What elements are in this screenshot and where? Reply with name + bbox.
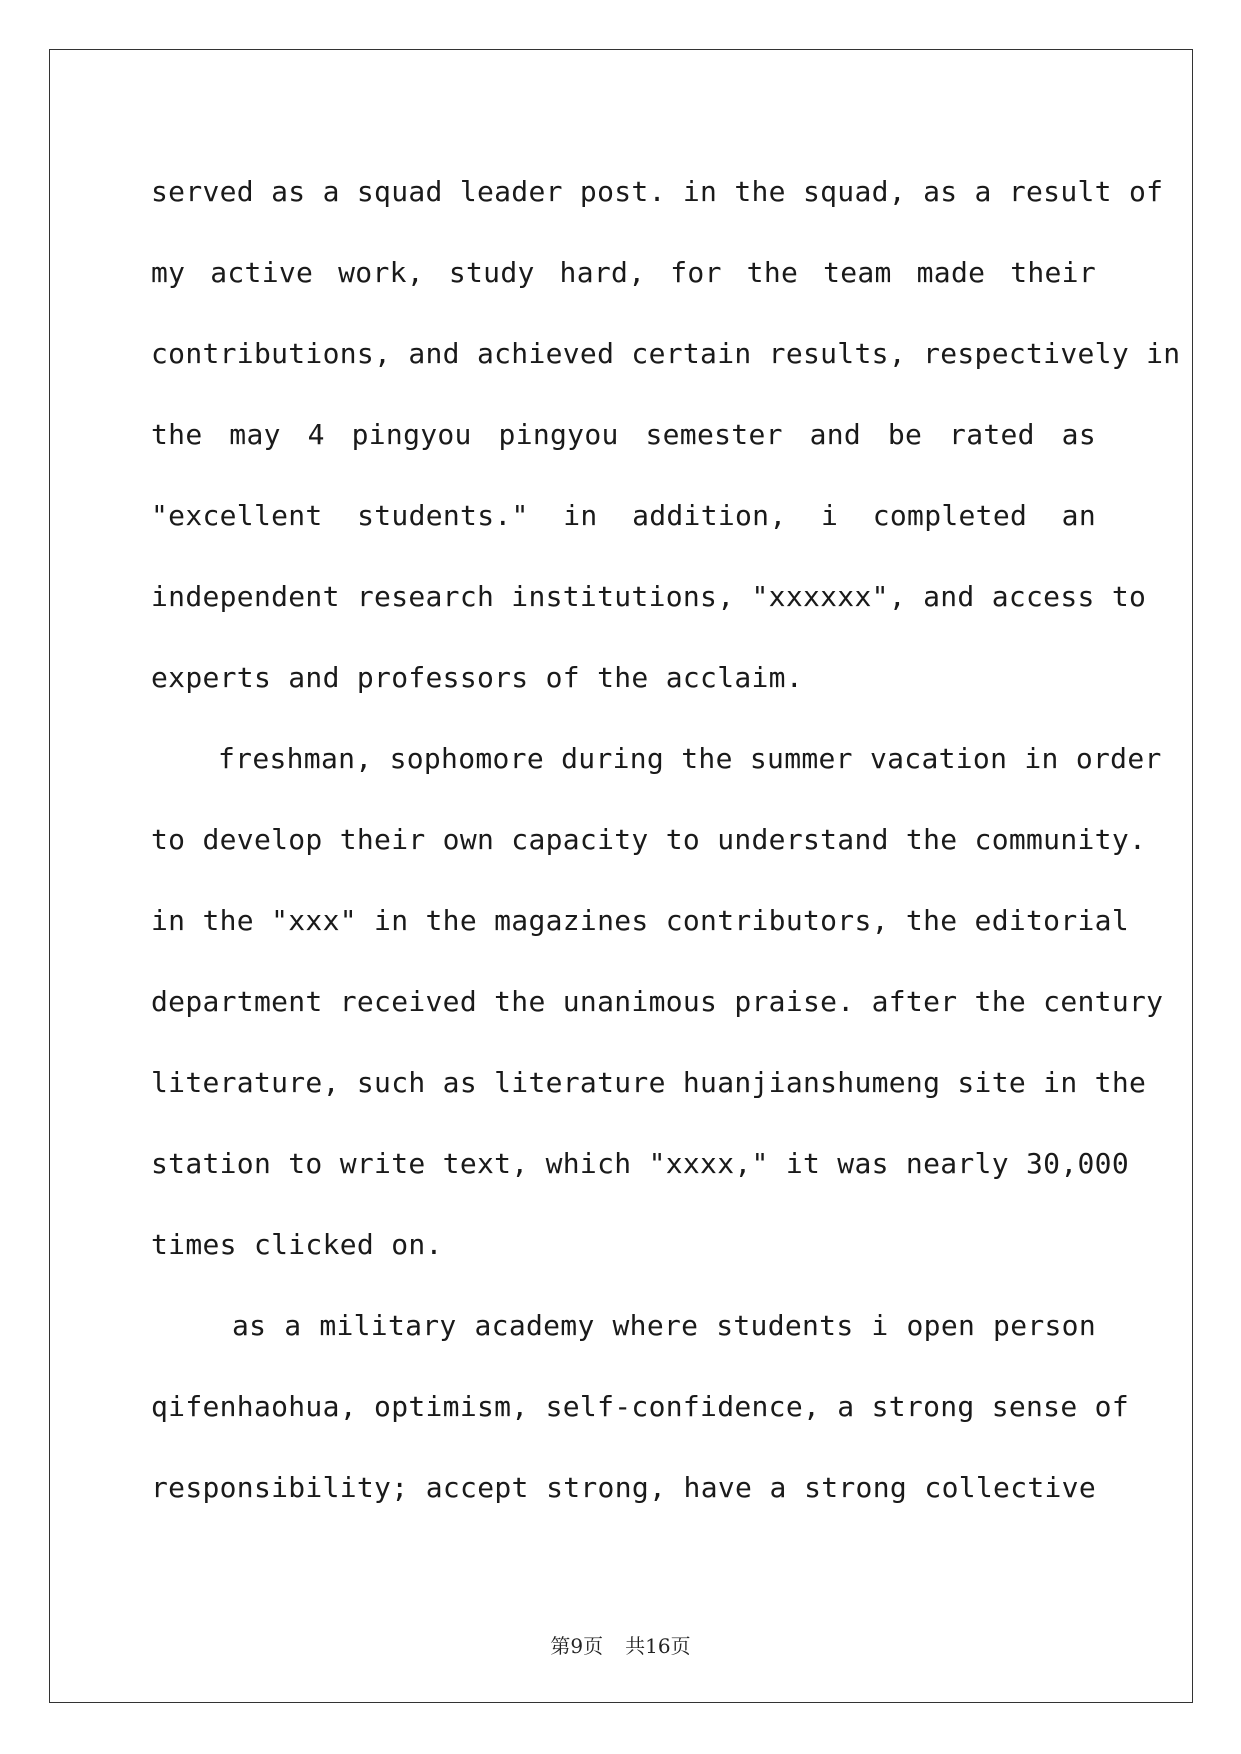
text-line-3: contributions, and achieved certain results, respectively in: [151, 337, 1181, 370]
text-line-16: qifenhaohua, optimism, self-confidence, a strong sense of: [151, 1390, 1129, 1423]
text-line-13: station to write text, which "xxxx," it was nearly 30,000: [151, 1147, 1129, 1180]
text-line-6: independent research institutions, "xxxxxx", and access to: [151, 580, 1147, 613]
text-line-10: in the "xxx" in the magazines contributors, the editorial: [151, 904, 1129, 937]
text-line-15: as a military academy where students i open person: [232, 1309, 1096, 1342]
text-line-8: freshman, sophomore during the summer vacation in order: [218, 742, 1162, 775]
text-line-12: literature, such as literature huanjianshumeng site in the: [151, 1066, 1147, 1099]
text-line-11: department received the unanimous praise. after the century: [151, 985, 1164, 1018]
text-line-17: responsibility; accept strong, have a strong collective: [151, 1471, 1096, 1504]
page-border: [49, 49, 1193, 1703]
page-footer: [0, 1630, 1241, 1659]
page-number: 第9页: [550, 1634, 604, 1658]
text-line-1: served as a squad leader post. in the squad, as a result of: [151, 175, 1164, 208]
text-line-5: "excellent students." in addition, i completed an: [151, 499, 1096, 532]
text-line-2: my active work, study hard, for the team made their: [151, 256, 1096, 289]
text-line-9: to develop their own capacity to understand the community.: [151, 823, 1147, 856]
page-total: 共16页: [625, 1634, 691, 1658]
text-line-4: the may 4 pingyou pingyou semester and be rated as: [151, 418, 1096, 451]
text-line-7: experts and professors of the acclaim.: [151, 661, 803, 694]
text-line-14: times clicked on.: [151, 1228, 443, 1261]
